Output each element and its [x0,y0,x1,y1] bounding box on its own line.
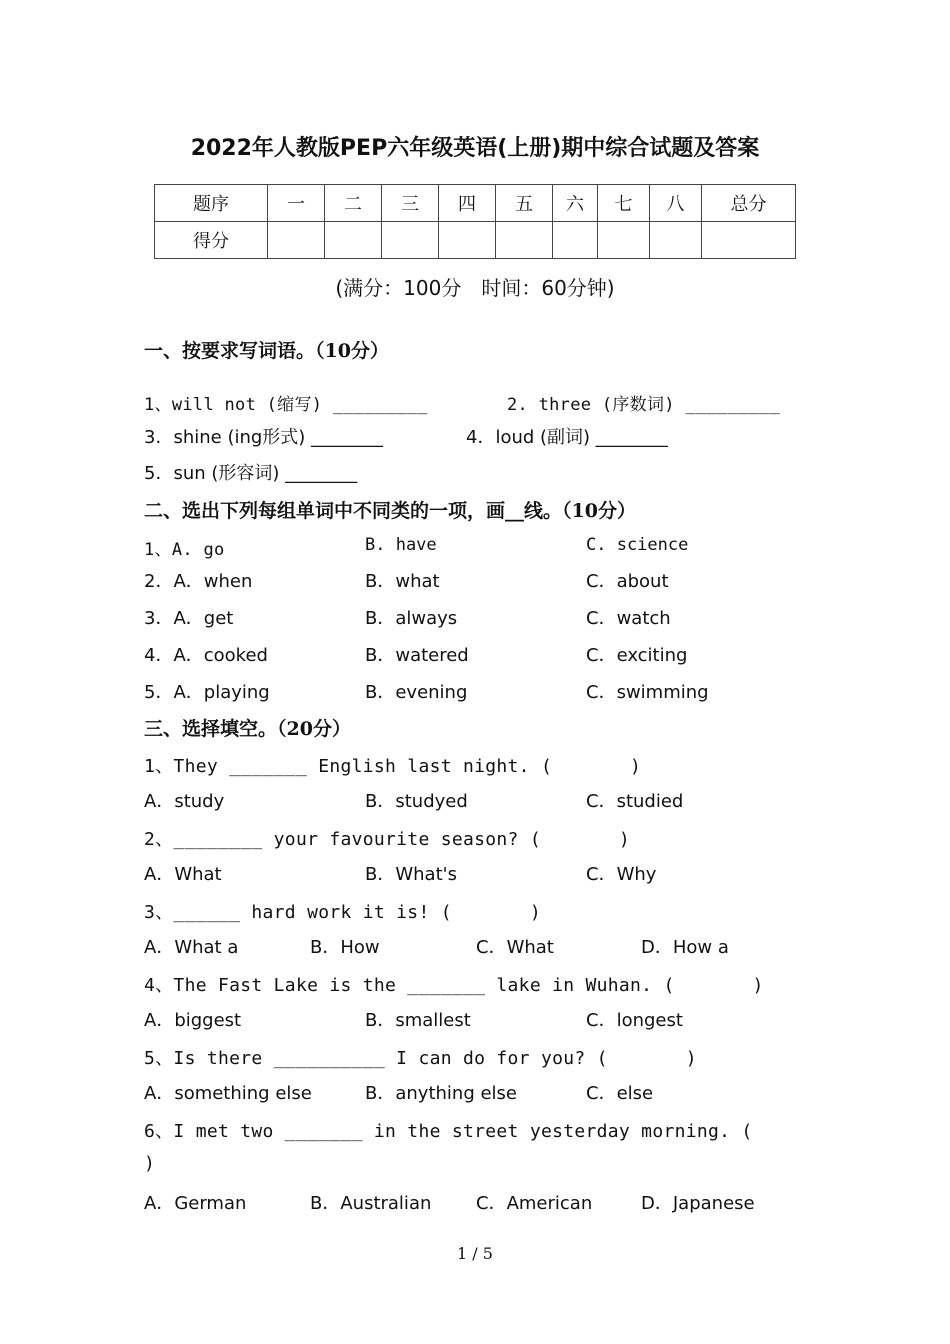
option-text: B．what [365,571,440,592]
option-text: 5．A．playing [144,682,270,703]
option-text: D．How a [641,937,729,958]
question-text: 4．loud (副词) ________ [466,427,668,448]
score-header-cell: 五 [496,185,553,222]
option-text: B．Australian [310,1193,432,1214]
question-text: 4、The Fast Lake is the _______ lake in Wuhan. ( ) [144,975,764,996]
option-text: B．watered [365,645,469,666]
option-text: A．something else [144,1083,312,1104]
option-text: A．study [144,791,225,812]
option-text: B．always [365,608,458,629]
option-text: C．Why [586,864,657,885]
exam-meta: (满分：100分 时间：60分钟) [335,276,615,300]
option-text: B．studyed [365,791,468,812]
option-text: D．Japanese [641,1193,755,1214]
score-header-cell: 八 [650,185,702,222]
score-header-cell: 题序 [155,185,268,222]
option-text: A．What a [144,937,239,958]
score-header-cell: 一 [268,185,325,222]
question-text: 5．sun (形容词) ________ [144,463,358,484]
score-table-header-row [155,185,796,222]
option-text: 1、A. go [144,540,225,560]
option-text: B．evening [365,682,468,703]
option-text: C．studied [586,791,684,812]
score-cell[interactable] [496,222,553,259]
option-text: C．watch [586,608,671,629]
option-text: B．anything else [365,1083,517,1104]
question-text: 1、They _______ English last night. ( ) [144,756,642,777]
option-text: C．exciting [586,645,688,666]
option-text: C．else [586,1083,654,1104]
question-text: 3．shine (ing形式) ________ [144,427,384,448]
option-text: A．What [144,864,222,885]
option-text: C. science [586,535,689,555]
score-header-cell: 总分 [702,185,796,222]
score-row-label: 得分 [155,222,268,259]
page-number: 1 / 5 [457,1244,493,1263]
score-cell[interactable] [439,222,496,259]
option-text: C．American [476,1193,593,1214]
score-table [154,184,796,259]
section-heading-1: 一、按要求写词语。（10分） [144,340,389,362]
option-text: B．smallest [365,1010,471,1031]
option-text: C．What [476,937,554,958]
score-header-cell: 六 [553,185,598,222]
option-text: 3．A．get [144,608,234,629]
score-cell[interactable] [553,222,598,259]
section-heading-2: 二、选出下列每组单词中不同类的一项，画__线。（10分） [144,500,636,522]
question-text: 1、will not (缩写) _________ [144,395,428,415]
score-cell[interactable] [268,222,325,259]
score-header-cell: 四 [439,185,496,222]
option-text: B．What's [365,864,457,885]
score-table-score-row [155,222,796,259]
option-text: 2．A．when [144,571,253,592]
question-text: 2. three (序数词) _________ [507,395,781,415]
score-header-cell: 三 [382,185,439,222]
score-cell[interactable] [325,222,382,259]
score-header-cell: 二 [325,185,382,222]
page-title: 2022年人教版PEP六年级英语(上册)期中综合试题及答案 [190,136,760,161]
option-text: C．about [586,571,669,592]
question-text: 6、I met two _______ in the street yesterday morning. ( [144,1121,753,1142]
section-heading-3: 三、选择填空。（20分） [144,718,351,740]
question-text: 5、Is there __________ I can do for you? ( ) [144,1048,697,1069]
score-header-cell: 七 [598,185,650,222]
option-text: A．biggest [144,1010,242,1031]
question-text: 2、________ your favourite season? ( ) [144,829,631,850]
option-text: C．longest [586,1010,683,1031]
option-text: B．How [310,937,380,958]
option-text: C．swimming [586,682,709,703]
option-text: 4．A．cooked [144,645,268,666]
question-text-continued: ) [144,1153,156,1174]
option-text: B. have [365,535,437,555]
score-cell[interactable] [382,222,439,259]
question-text: 3、______ hard work it is! ( ) [144,902,541,923]
score-cell[interactable] [598,222,650,259]
option-text: A．German [144,1193,247,1214]
score-cell[interactable] [650,222,702,259]
score-cell[interactable] [702,222,796,259]
